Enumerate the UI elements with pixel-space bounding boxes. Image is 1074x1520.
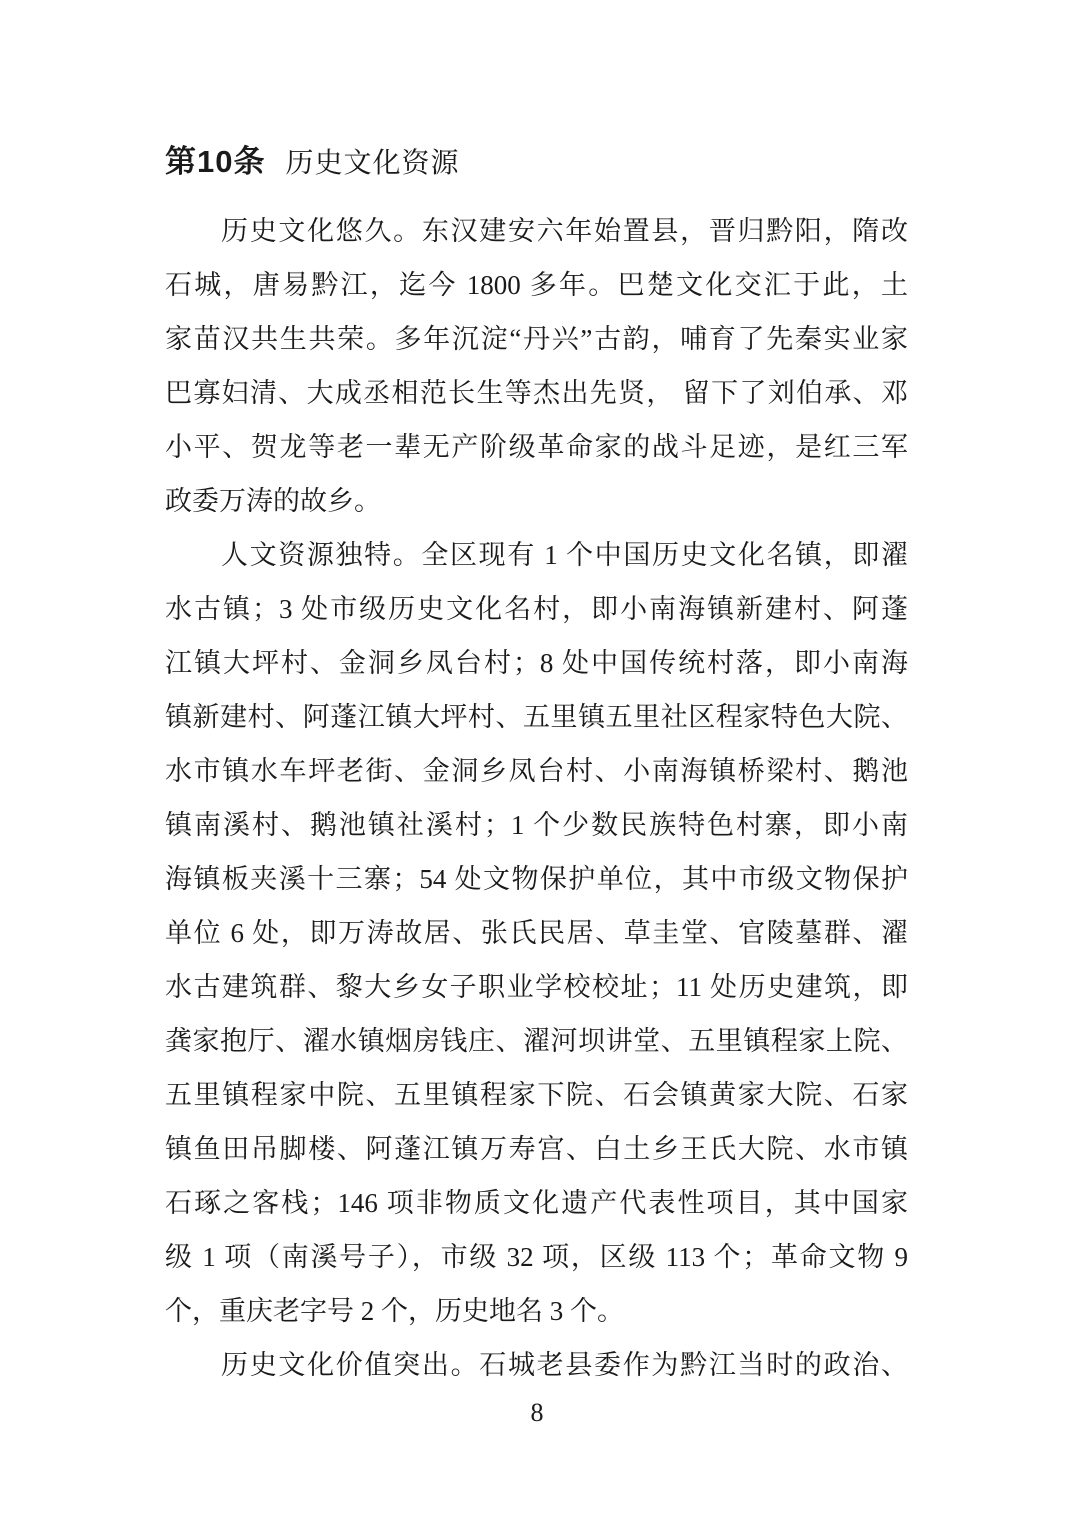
text-line: 家苗汉共生共荣。多年沉淀“丹兴”古韵，哺育了先秦实业家 (165, 324, 908, 354)
text-line: 五里镇程家中院、五里镇程家下院、石会镇黄家大院、石家 (165, 1080, 908, 1110)
paragraph (165, 528, 908, 1338)
paragraph (165, 204, 908, 528)
text-line: 镇鱼田吊脚楼、阿蓬江镇万寿宫、白土乡王氏大院、水市镇 (165, 1134, 908, 1164)
text-line: 巴寡妇清、大成丞相范长生等杰出先贤， 留下了刘伯承、邓 (165, 378, 908, 408)
text-line: 历史文化价值突出。石城老县委作为黔江当时的政治、 (221, 1350, 908, 1380)
text-line: 江镇大坪村、金洞乡凤台村；8 处中国传统村落，即小南海 (165, 648, 908, 678)
text-line: 单位 6 处，即万涛故居、张氏民居、草圭堂、官陵墓群、濯 (165, 918, 908, 948)
text-line: 小平、贺龙等老一辈无产阶级革命家的战斗足迹，是红三军 (165, 432, 908, 462)
paragraph (165, 1338, 908, 1392)
text-line: 石琢之客栈；146 项非物质文化遗产代表性项目，其中国家 (165, 1188, 908, 1218)
text-line: 龚家抱厅、濯水镇烟房钱庄、濯河坝讲堂、五里镇程家上院、 (165, 1026, 908, 1056)
text-line: 历史文化悠久。东汉建安六年始置县，晋归黔阳，隋改 (221, 216, 908, 246)
text-line: 人文资源独特。全区现有 1 个中国历史文化名镇，即濯 (221, 540, 908, 570)
text-line: 海镇板夹溪十三寨；54 处文物保护单位，其中市级文物保护 (165, 864, 908, 894)
document-body (165, 204, 908, 1392)
text-line: 镇南溪村、鹅池镇社溪村；1 个少数民族特色村寨，即小南 (165, 810, 908, 840)
section-title: 历史文化资源 (285, 148, 460, 179)
text-line: 石城，唐易黔江，迄今 1800 多年。巴楚文化交汇于此，土 (165, 270, 908, 300)
text-line: 水古镇；3 处市级历史文化名村，即小南海镇新建村、阿蓬 (165, 594, 908, 624)
page-number: 8 (530, 1398, 544, 1427)
text-line: 个，重庆老字号 2 个，历史地名 3 个。 (165, 1296, 624, 1326)
text-line: 政委万涛的故乡。 (165, 486, 381, 516)
text-line: 水古建筑群、黎大乡女子职业学校校址；11 处历史建筑，即 (165, 972, 908, 1002)
section-heading (165, 140, 908, 190)
text-line: 镇新建村、阿蓬江镇大坪村、五里镇五里社区程家特色大院、 (165, 702, 908, 732)
text-line: 水市镇水车坪老街、金洞乡凤台村、小南海镇桥梁村、鹅池 (165, 756, 908, 786)
text-line: 级 1 项（南溪号子），市级 32 项，区级 113 个；革命文物 9 (165, 1242, 908, 1272)
section-number: 第10条 (165, 144, 266, 179)
